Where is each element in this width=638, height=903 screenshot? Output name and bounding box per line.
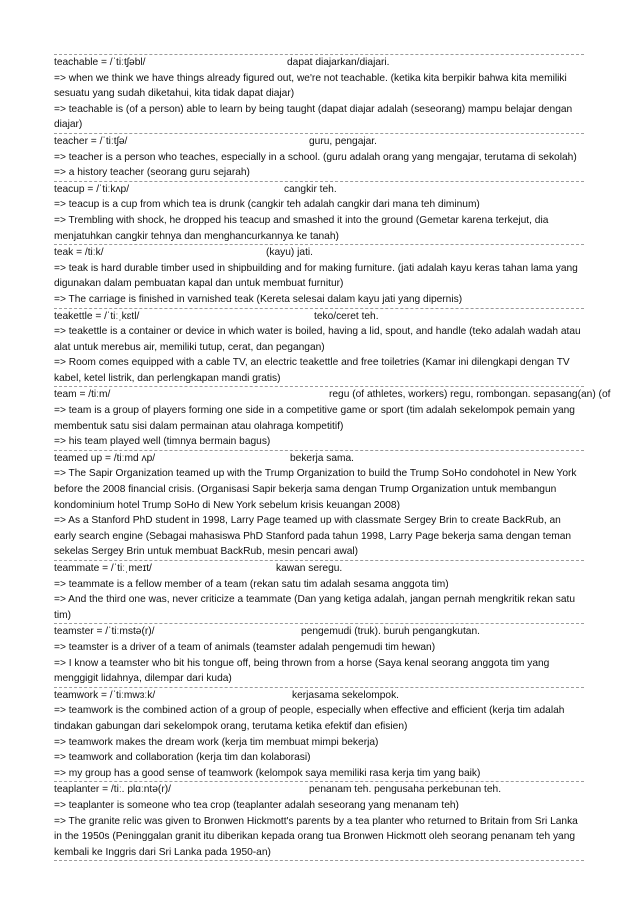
- headword: teamed up = /tiːmd ʌp/: [54, 452, 156, 464]
- entry-header: [54, 688, 584, 704]
- meaning: guru, pengajar.: [309, 135, 377, 147]
- dictionary-entry: [54, 781, 584, 861]
- headword: teamwork = /ˈtiːmwɜːk/: [54, 689, 156, 701]
- example-line: => Trembling with shock, he dropped his teacup and smashed it into the ground (Gemetar karena terkejut, dia menjatuhkan cangkir tehnya dan menghancurkannya ke tanah): [54, 214, 549, 242]
- meaning: kerjasama sekelompok.: [292, 689, 400, 701]
- entry-header: [54, 245, 584, 261]
- example-line: => teakettle is a container or device in which water is boiled, having a lid, spout, and handle (teko adalah wadah atau alat untuk merebus air, memiliki tutup, cerat, dan pegangan): [54, 326, 581, 353]
- entry-header: [54, 624, 584, 640]
- dictionary-entry: [54, 450, 584, 560]
- example-line: => Room comes equipped with a cable TV, an electric teakettle and free toiletries (Kamar ini dilengkapi dengan TV kabel, ketel listrik, dan perlengkapan mandi gratis): [54, 357, 570, 384]
- example-line: => I know a teamster who bit his tongue off, being thrown from a horse (Saya kenal seorang anggota tim yang menggigit lidahnya, dilempar dari kuda): [54, 657, 550, 685]
- example-line: => teammate is a fellow member of a team (rekan satu tim adalah sesama anggota tim): [54, 578, 449, 590]
- entry-header: [54, 134, 584, 150]
- entry-header: [54, 387, 611, 403]
- entry-header: [54, 55, 584, 71]
- meaning: cangkir teh.: [284, 183, 337, 195]
- meaning: penanam teh. pengusaha perkebunan teh.: [309, 784, 502, 796]
- dictionary-entry: [54, 623, 584, 686]
- example-line: => teacher is a person who teaches, especially in a school. (guru adalah orang yang mengajar, terutama di sekolah): [54, 151, 577, 163]
- headword: team = /tiːm/: [54, 389, 111, 401]
- dictionary-entry: [54, 181, 584, 244]
- example-line: => teamwork and collaboration (kerja tim dan kolaborasi): [54, 752, 311, 764]
- example-line: => The granite relic was given to Bronwen Hickmott's parents by a tea planter who returned to Britain from Sri Lanka in the 1950s (Peninggalan granit itu diberikan kepada orang tua Bronwen Hickmott oleh seorang penanam teh yang kembali ke Inggris dari Sri Lanka pada 1950-an): [54, 815, 578, 858]
- example-line: => The Sapir Organization teamed up with the Trump Organization to build the Trump SoHo condohotel in New York before the 2008 financial crisis. (Organisasi Sapir bekerja sama dengan Trump Organization untuk membangun kondominium hotel Trump SoHo di New York sebelum krisis keuangan 2008): [54, 468, 577, 511]
- headword: teakettle = /ˈtiːˌkɛtl/: [54, 310, 140, 322]
- meaning: dapat diajarkan/diajari.: [287, 57, 390, 68]
- entry-header: [54, 182, 584, 198]
- example-line: => when we think we have things already figured out, we're not teachable. (ketika kita berpikir bahwa kita memiliki sesuatu yang sudah diketahui, kita tidak dapat diajar): [54, 72, 567, 100]
- dictionary-entry: [54, 54, 584, 133]
- example-line: => teamster is a driver of a team of animals (teamster adalah pengemudi tim hewan): [54, 641, 436, 653]
- entry-header: [54, 782, 584, 798]
- meaning: bekerja sama.: [290, 452, 354, 464]
- headword: teamster = /ˈtiːmstə(r)/: [54, 626, 155, 638]
- dictionary-entry: [54, 560, 584, 623]
- dictionary-entry: [54, 687, 584, 782]
- meaning: pengemudi (truk). buruh pengangkutan.: [301, 626, 480, 638]
- example-line: => my group has a good sense of teamwork (kelompok saya memiliki rasa kerja tim yang baik): [54, 767, 481, 779]
- example-line: => teamwork is the combined action of a group of people, especially when effective and efficient (kerja tim adalah tindakan gabungan dari sekelompok orang, terutama ketika efektif dan efisien): [54, 705, 565, 732]
- meaning: teko/ceret teh.: [314, 310, 379, 322]
- entry-header: [54, 309, 584, 325]
- headword: teacup = /ˈtiːkʌp/: [54, 183, 130, 195]
- dictionary-entry: [54, 244, 584, 307]
- dictionary-entry: [54, 133, 584, 181]
- example-line: => teaplanter is someone who tea crop (teaplanter adalah seseorang yang menanam teh): [54, 799, 459, 811]
- example-line: => And the third one was, never criticize a teammate (Dan yang ketiga adalah, jangan pernah mengkritik rekan satu tim): [54, 594, 575, 621]
- example-line: => team is a group of players forming one side in a competitive game or sport (tim adalah sekelompok pemain yang membentuk satu sisi dalam permainan atau olahraga kompetitif): [54, 405, 575, 432]
- meaning: regu (of athletes, workers) regu, rombongan. sepasang(an) (of: [329, 389, 611, 401]
- example-line: => teachable is (of a person) able to learn by being taught (dapat diajar adalah (seseorang) mampu belajar dengan diajar): [54, 103, 573, 131]
- headword: teachable = /ˈtiːtʃəbl/: [54, 57, 146, 68]
- example-line: => teacup is a cup from which tea is drunk (cangkir teh adalah cangkir dari mana teh diminum): [54, 199, 480, 211]
- dictionary-page: [54, 54, 611, 861]
- example-line: => As a Stanford PhD student in 1998, Larry Page teamed up with classmate Sergey Brin to create BackRub, an early search engine (Sebagai mahasiswa PhD Stanford pada tahun 1998, Larry Page bekerja sama dengan teman sekelas Sergey Brin untuk membuat BackRub, mesin pencari awal): [54, 515, 572, 558]
- headword: teak = /tiːk/: [54, 247, 104, 259]
- example-line: => his team played well (timnya bermain bagus): [54, 436, 271, 448]
- headword: teammate = /ˈtiːˌmeɪt/: [54, 563, 152, 574]
- dictionary-entry: [54, 308, 584, 387]
- headword: teacher = /ˈtiːtʃə/: [54, 135, 128, 147]
- example-line: => a history teacher (seorang guru sejarah): [54, 167, 250, 179]
- entry-header: [54, 451, 584, 467]
- headword: teaplanter = /tiː. plɑːntə(r)/: [54, 784, 171, 796]
- meaning: (kayu) jati.: [266, 247, 313, 259]
- meaning: kawan seregu.: [276, 563, 343, 574]
- example-line: => teak is hard durable timber used in shipbuilding and for making furniture. (jati adalah kayu keras tahan lama yang digunakan dalam pembuatan kapal dan untuk membuat furnitur): [54, 262, 578, 290]
- example-line: => teamwork makes the dream work (kerja tim membuat mimpi bekerja): [54, 736, 379, 748]
- entry-header: [54, 561, 584, 577]
- dictionary-entry: [54, 386, 611, 449]
- example-line: => The carriage is finished in varnished teak (Kereta selesai dalam kayu jati yang dipernis): [54, 293, 463, 305]
